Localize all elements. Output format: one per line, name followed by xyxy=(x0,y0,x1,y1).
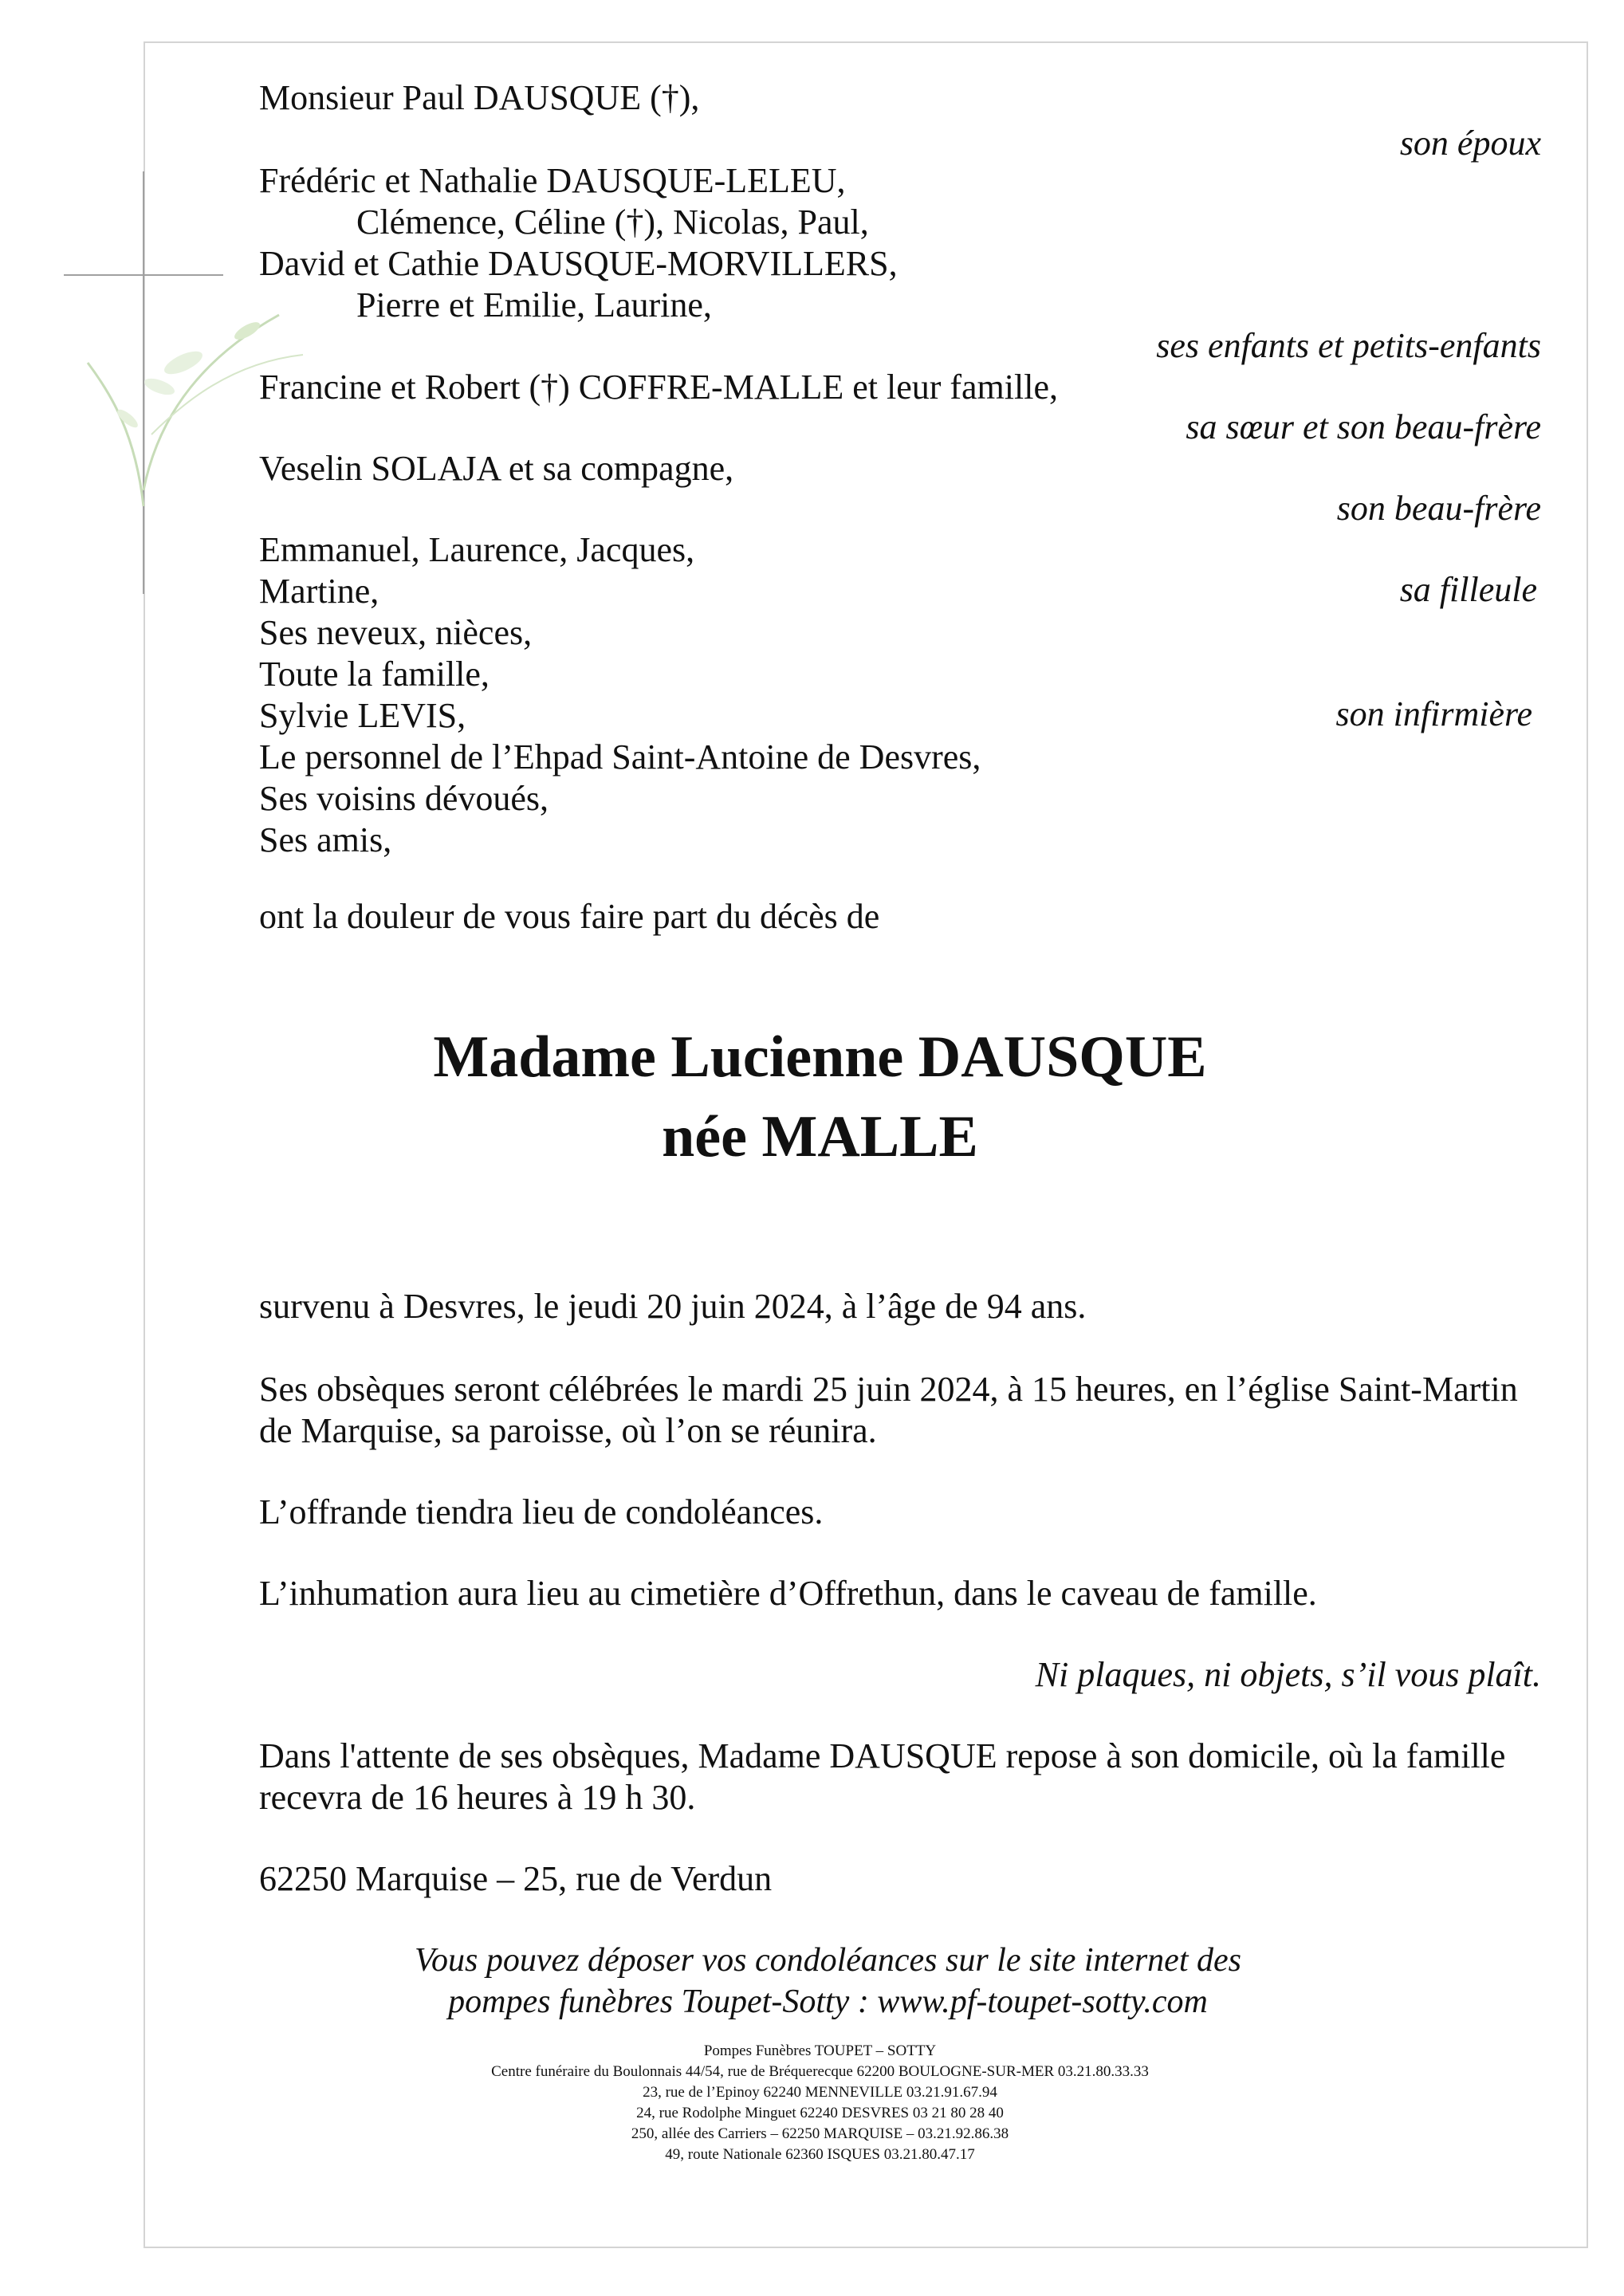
funeral-line: de Marquise, sa paroisse, où l’on se réunira. xyxy=(259,1411,877,1450)
footer-address: 49, route Nationale 62360 ISQUES 03.21.80.47.17 xyxy=(665,2146,975,2163)
family-line: David et Cathie DAUSQUE-MORVILLERS, xyxy=(259,244,898,283)
relation-label: sa sœur et son beau-frère xyxy=(1186,407,1541,446)
relation-label: ses enfants et petits-enfants xyxy=(1156,326,1541,365)
offering-notice: L’offrande tiendra lieu de condoléances. xyxy=(259,1492,824,1531)
deceased-name: Madame Lucienne DAUSQUE xyxy=(433,1024,1207,1090)
family-line: Martine, xyxy=(259,572,379,611)
burial-notice: L’inhumation aura lieu au cimetière d’Offrethun, dans le caveau de famille. xyxy=(259,1574,1317,1613)
no-plaques-notice: Ni plaques, ni objets, s’il vous plaît. xyxy=(1035,1655,1541,1694)
deceased-maiden-name: née MALLE xyxy=(662,1104,978,1170)
family-line: Pierre et Emilie, Laurine, xyxy=(356,285,712,324)
family-line: Ses voisins dévoués, xyxy=(259,779,549,818)
family-line: Emmanuel, Laurence, Jacques, xyxy=(259,530,695,569)
website-notice: Vous pouvez déposer vos condoléances sur le site internet des xyxy=(415,1942,1241,1979)
family-line: Ses amis, xyxy=(259,820,392,859)
wake-line: Dans l'attente de ses obsèques, Madame DAUSQUE repose à son domicile, où la famille xyxy=(259,1736,1506,1775)
footer-company: Pompes Funèbres TOUPET – SOTTY xyxy=(703,2042,937,2059)
website-notice: pompes funèbres Toupet-Sotty : www.pf-toupet-sotty.com xyxy=(448,1983,1208,2020)
family-line: Francine et Robert (†) COFFRE-MALLE et leur famille, xyxy=(259,368,1058,407)
family-line: Ses neveux, nièces, xyxy=(259,613,533,652)
footer-address: 23, rue de l’Epinoy 62240 MENNEVILLE 03.21.91.67.94 xyxy=(643,2084,997,2101)
announcement: ont la douleur de vous faire part du décès de xyxy=(259,897,880,936)
footer-address: Centre funéraire du Boulonnais 44/54, rue de Bréquerecque 62200 BOULOGNE-SUR-MER 03.21.80.33.33 xyxy=(491,2063,1149,2080)
relation-label: son infirmière xyxy=(1335,694,1532,733)
family-line: Sylvie LEVIS, xyxy=(259,696,466,735)
relation-label: son beau-frère xyxy=(1336,489,1541,528)
footer-address: 24, rue Rodolphe Minguet 62240 DESVRES 03 21 80 28 40 xyxy=(636,2105,1004,2121)
family-line: Le personnel de l’Ehpad Saint-Antoine de Desvres, xyxy=(259,737,981,776)
wake-line: recevra de 16 heures à 19 h 30. xyxy=(259,1778,696,1817)
death-notice: survenu à Desvres, le jeudi 20 juin 2024, à l’âge de 94 ans. xyxy=(259,1287,1087,1326)
family-line: Veselin SOLAJA et sa compagne, xyxy=(259,449,734,488)
family-line: Clémence, Céline (†), Nicolas, Paul, xyxy=(356,202,869,242)
funeral-line: Ses obsèques seront célébrées le mardi 25 juin 2024, à 15 heures, en l’église Saint-Martin xyxy=(259,1370,1518,1409)
family-line: Toute la famille, xyxy=(259,655,490,694)
family-line: Monsieur Paul DAUSQUE (†), xyxy=(259,78,700,117)
relation-label: sa filleule xyxy=(1399,570,1537,609)
home-address: 62250 Marquise – 25, rue de Verdun xyxy=(259,1859,773,1898)
footer-address: 250, allée des Carriers – 62250 MARQUISE – 03.21.92.86.38 xyxy=(631,2125,1009,2142)
family-line: Frédéric et Nathalie DAUSQUE-LELEU, xyxy=(259,161,846,200)
relation-label: son époux xyxy=(1399,124,1541,163)
